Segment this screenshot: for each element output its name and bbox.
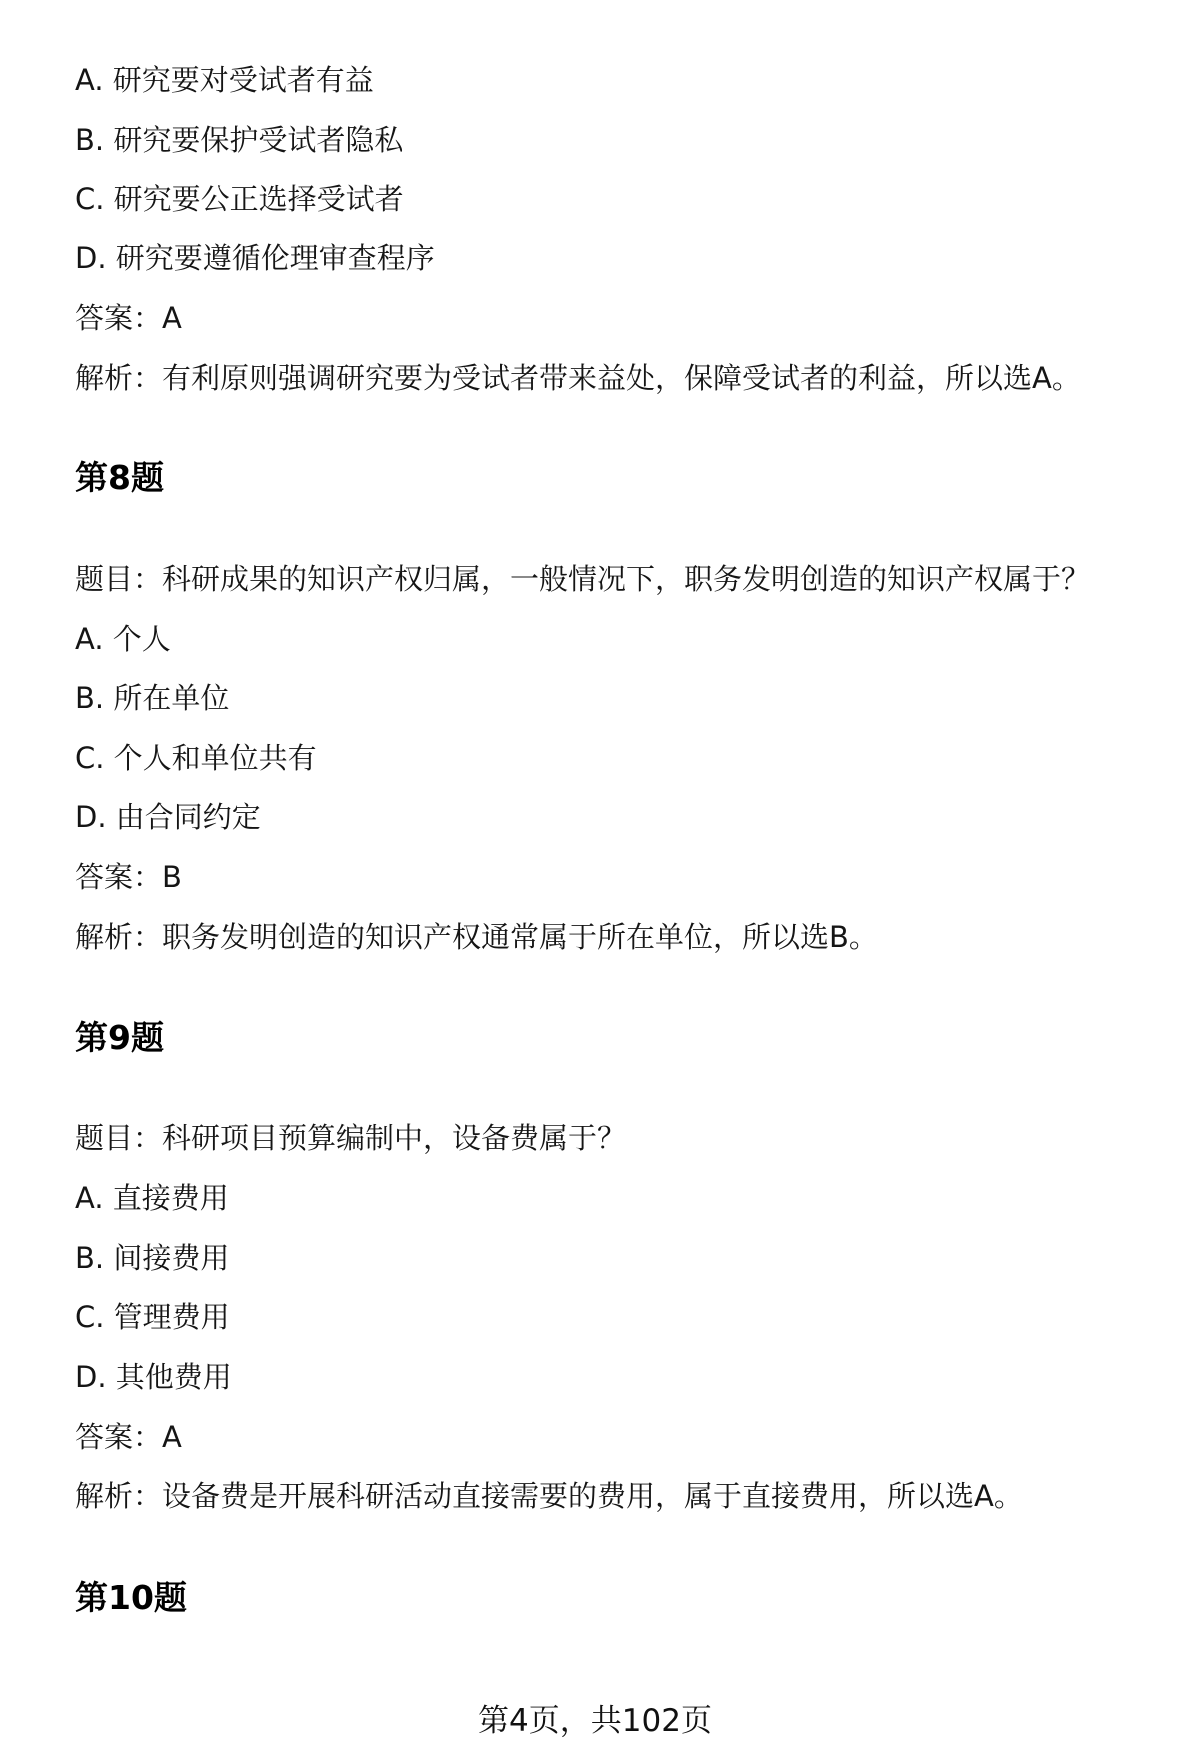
- q8-heading: 第8题: [75, 458, 164, 497]
- q7-analysis: 解析：有利原则强调研究要为受试者带来益处，保障受试者的利益，所以选A。: [75, 361, 1081, 395]
- q8-answer: 答案：B: [75, 860, 182, 894]
- q7-option-c: C. 研究要公正选择受试者: [75, 182, 404, 216]
- q7-option-a: A. 研究要对受试者有益: [75, 63, 374, 97]
- q9-question: 题目：科研项目预算编制中，设备费属于？: [75, 1121, 627, 1155]
- q8-option-a: A. 个人: [75, 622, 171, 656]
- q8-option-b: B. 所在单位: [75, 681, 230, 715]
- q8-option-c: C. 个人和单位共有: [75, 741, 317, 775]
- q8-analysis: 解析：职务发明创造的知识产权通常属于所在单位，所以选B。: [75, 920, 878, 954]
- q9-heading: 第9题: [75, 1018, 164, 1057]
- q9-option-c: C. 管理费用: [75, 1300, 230, 1334]
- q7-option-d: D. 研究要遵循伦理审查程序: [75, 241, 435, 275]
- q8-question: 题目：科研成果的知识产权归属，一般情况下，职务发明创造的知识产权属于？: [75, 562, 1091, 596]
- q9-option-b: B. 间接费用: [75, 1241, 230, 1275]
- page-number: 第4页，共102页: [478, 1703, 712, 1739]
- q8-option-d: D. 由合同约定: [75, 800, 261, 834]
- q7-answer: 答案：A: [75, 301, 182, 335]
- q10-heading: 第10题: [75, 1578, 187, 1617]
- q9-option-d: D. 其他费用: [75, 1360, 232, 1394]
- q9-option-a: A. 直接费用: [75, 1181, 229, 1215]
- q9-answer: 答案：A: [75, 1420, 182, 1454]
- q7-option-b: B. 研究要保护受试者隐私: [75, 123, 404, 157]
- q9-analysis: 解析：设备费是开展科研活动直接需要的费用，属于直接费用，所以选A。: [75, 1479, 1023, 1513]
